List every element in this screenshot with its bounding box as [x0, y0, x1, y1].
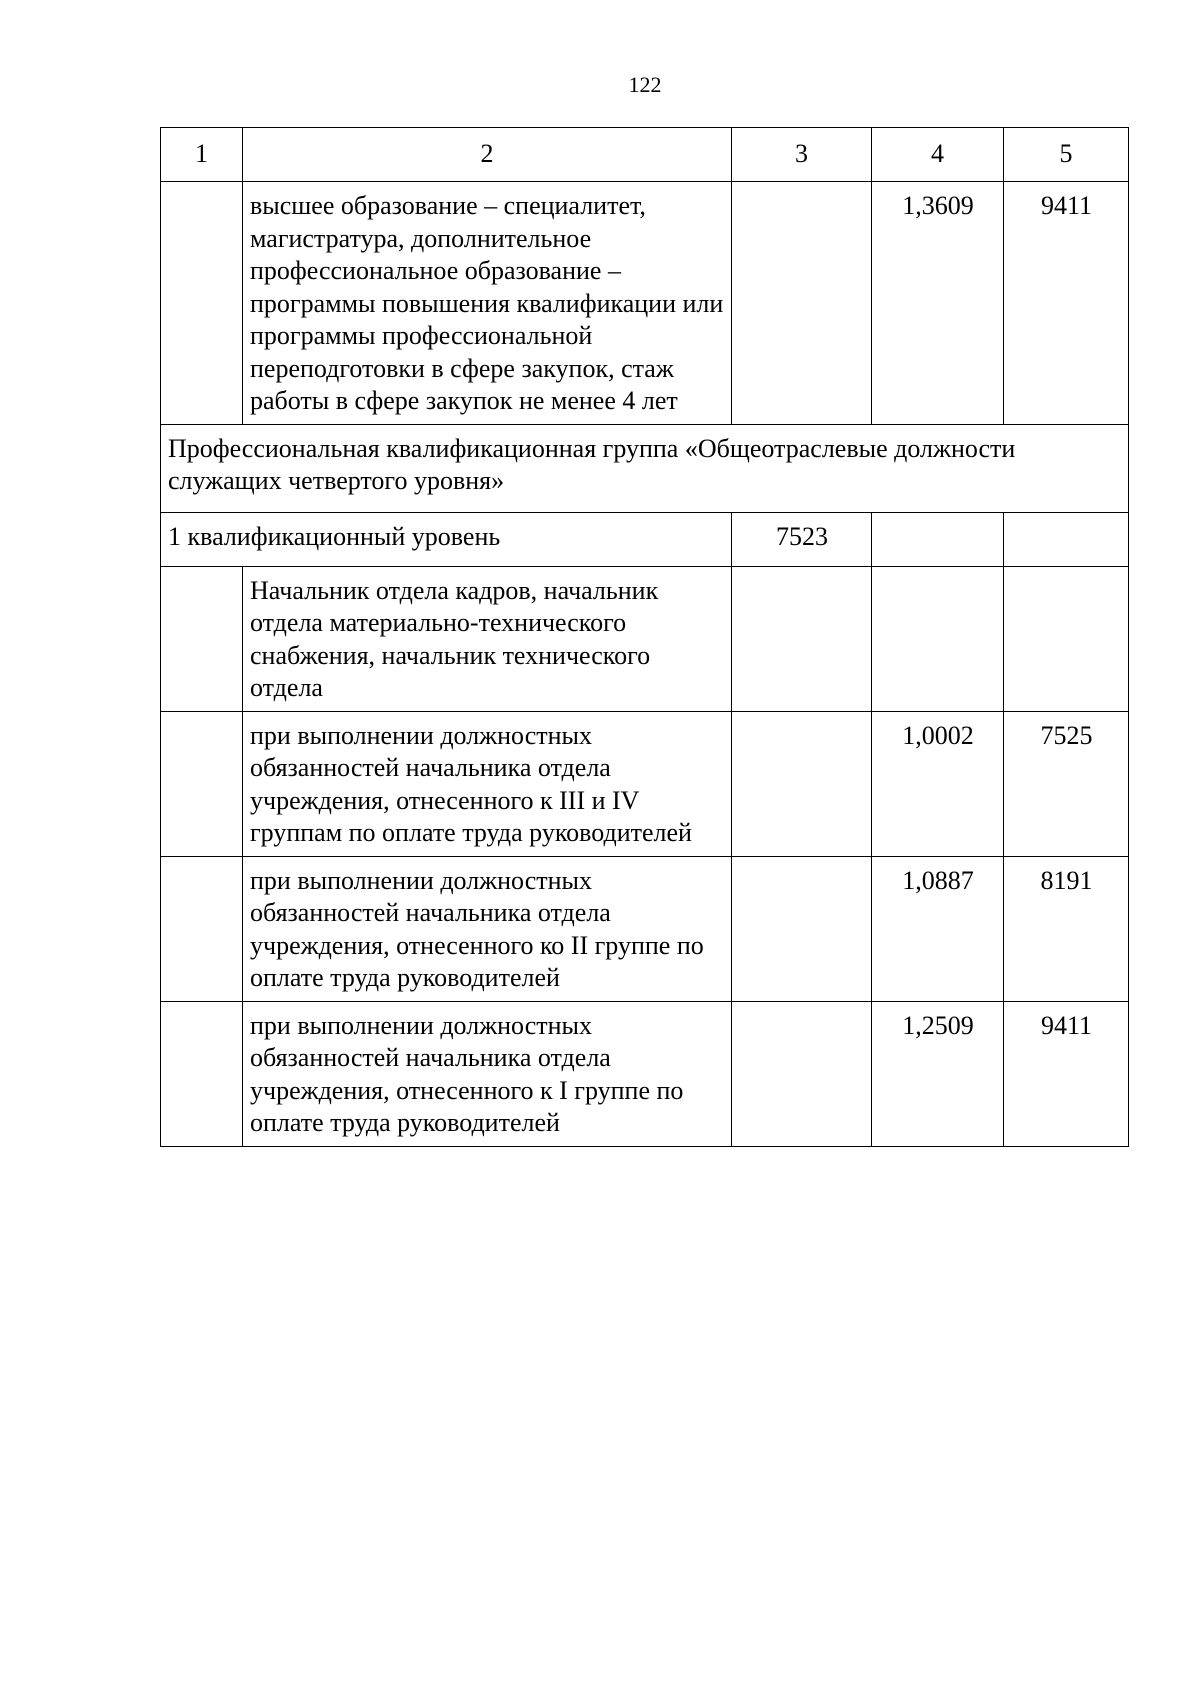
salary-value: 7525: [1004, 711, 1129, 856]
table-cell: [161, 711, 243, 856]
table-cell: [1004, 566, 1129, 711]
header-cell-5: 5: [1004, 128, 1129, 182]
condition-description: при выполнении должностных обязанностей начальника отдела учреждения, отнесенного к III и IV группам по оплате труда руководителей: [243, 711, 732, 856]
table-cell: [1004, 512, 1129, 566]
salary-table: [160, 127, 1129, 1147]
table-cell: [872, 512, 1004, 566]
table-cell: [161, 566, 243, 711]
group-title-row: [161, 424, 1129, 512]
condition-description: при выполнении должностных обязанностей начальника отдела учреждения, отнесенного к I группе по оплате труда руководителей: [243, 1001, 732, 1146]
table-row: [161, 182, 1129, 425]
header-cell-2: 2: [243, 128, 732, 182]
header-cell-4: 4: [872, 128, 1004, 182]
positions-description: Начальник отдела кадров, начальник отдела материально-технического снабжения, начальник технического отдела: [243, 566, 732, 711]
table-cell: [161, 1001, 243, 1146]
table-cell: [161, 856, 243, 1001]
header-cell-1: 1: [161, 128, 243, 182]
table-row: [161, 1001, 1129, 1146]
header-cell-3: 3: [732, 128, 872, 182]
coefficient-value: 1,0002: [872, 711, 1004, 856]
table-cell: [732, 856, 872, 1001]
table-cell: [732, 182, 872, 425]
table-row: [161, 566, 1129, 711]
table-cell: [732, 1001, 872, 1146]
coefficient-value: 1,3609: [872, 182, 1004, 425]
table-cell: [161, 182, 243, 425]
group-title: Профессиональная квалификационная группа «Общеотраслевые должности служащих четвертого уровня»: [161, 424, 1129, 512]
table-header-row: [161, 128, 1129, 182]
base-salary-value: 7523: [732, 512, 872, 566]
level-label: 1 квалификационный уровень: [161, 512, 732, 566]
table-cell: [872, 566, 1004, 711]
coefficient-value: 1,2509: [872, 1001, 1004, 1146]
page-number: 122: [628, 72, 662, 97]
coefficient-value: 1,0887: [872, 856, 1004, 1001]
salary-value: 9411: [1004, 182, 1129, 425]
salary-value: 8191: [1004, 856, 1129, 1001]
table-cell: [732, 566, 872, 711]
condition-description: при выполнении должностных обязанностей начальника отдела учреждения, отнесенного ко II группе по оплате труда руководителей: [243, 856, 732, 1001]
level-row: [161, 512, 1129, 566]
table-row: [161, 856, 1129, 1001]
qualification-description: высшее образование – специалитет, магистратура, дополнительное профессиональное образование – программы повышения квалификации или программы профессиональной переподготовки в сфере закупок, стаж работы в сфере закупок не менее 4 лет: [243, 182, 732, 425]
salary-value: 9411: [1004, 1001, 1129, 1146]
table-row: [161, 711, 1129, 856]
table-cell: [732, 711, 872, 856]
